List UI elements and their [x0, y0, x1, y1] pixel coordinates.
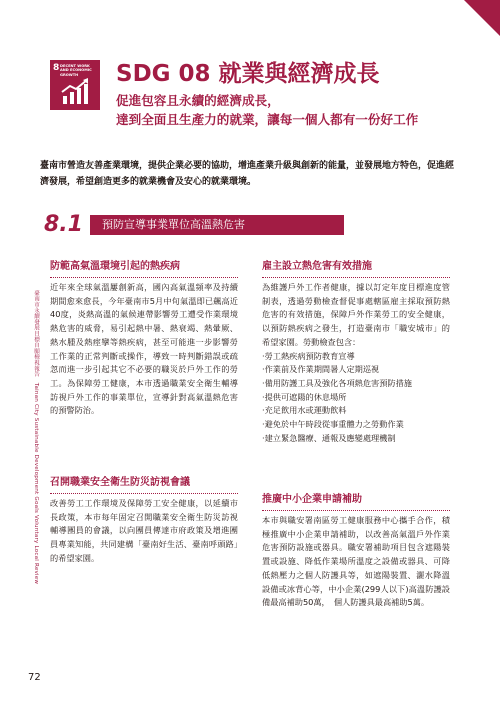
list-item: ‧建立緊急醫療、通報及應變處理機制	[262, 432, 396, 443]
sdg-subtitle-line-2: 達到全面且生產力的就業，讓每一個人都有一份好工作	[116, 112, 419, 127]
section-title: 預防宣導事業單位高溫熱危害	[90, 215, 344, 235]
inspection-list	[262, 350, 450, 446]
list-item: ‧提供可遮陽的休息場所	[262, 391, 347, 402]
sdg-tile-number: 8	[53, 63, 60, 73]
heading-safety-meeting: 召開職業安全衛生防災訪視會議	[50, 476, 238, 494]
intro-paragraph: 臺南市營造友善產業環境，提供企業必要的協助，增進產業升級與創新的能量，並發展地方特色，促進經濟發展，希望創造更多的就業機會及安心的就業環境。	[40, 161, 455, 187]
list-item: ‧備用防護工具及強化各項熱危害預防措施	[262, 377, 412, 388]
sdg-tile-label: DECENT WORK AND ECONOMIC GROWTH	[60, 64, 92, 77]
sdg-8-tile	[50, 60, 100, 110]
paragraph-sme-subsidy: 本市與職安署南區勞工健康服務中心攜手合作，積極推廣中小企業申請補助，以改善高氣溫戶外作業危害預防設施或器具。職安署補助項目包含遮陽裝置或設施、降低作業場所溫度之設備或器具、可降低熱壓力之個人防護具等，如遮陽裝置、灑水降溫設備或冰背心等，中小企業(299人以下)高溫防護設備最高補助50萬， 個人防護具最高補助5萬。	[262, 515, 450, 608]
paragraph-heat-illness: 近年來全球氣溫屢創新高，國內高氣溫頻率及持續期間愈來愈長，今年臺南市5月中旬氣溫即已飆高近40度，炎熱高溫的氣候連帶影響勞工遭受作業環境熱危害的威脅，易引起熱中暑、熱衰竭、熱暈厥、熱水腫及熱痙攣等熱疾病，甚至可能進一步影響勞工作業的正常判斷或操作，導致一時判斷錯誤或疏忽而進一步引起其它不必要的職災於戶外工作的勞工。為保障勞工健康，本市透過職業安全衛生輔導訪視戶外工作的事業單位，宣導針對高氣溫熱危害的預警防治。	[50, 282, 238, 416]
left-column-block-2	[50, 476, 238, 566]
right-column-block-2	[262, 493, 450, 610]
sdg-subtitle-line-1: 促進包容且永續的經濟成長，	[116, 93, 280, 108]
sdg-title: SDG 08 就業與經濟成長	[116, 61, 380, 87]
heading-employer-measures: 雇主設立熱危害有效措施	[262, 260, 450, 278]
list-item: ‧勞工熱疾病預防教育宣導	[262, 350, 355, 361]
list-item: ‧作業前及作業期間暑人定期巡視	[262, 364, 380, 375]
right-column-block-1	[262, 260, 450, 445]
side-running-title: 臺南市永續發展目標自願檢視報告 Tainan City Sustainable Development Goals Voluntary Local Review	[33, 290, 39, 585]
heading-sme-subsidy: 推廣中小企業申請補助	[262, 493, 450, 511]
left-column-block-1	[50, 260, 238, 418]
section-number: 8.1	[44, 212, 83, 237]
paragraph-safety-meeting: 改善勞工工作環境及保障勞工安全健康，以延續市長政策，本市每年固定召開職業安全衛生防災訪視輔導團員的會議，以向團員傳達市府政策及增進團員專業知能，共同建構「臺南好生活、臺南呼頭路」的希望家園。	[50, 498, 238, 563]
list-item: ‧避免於中午時段從事重體力之勞動作業	[262, 419, 404, 430]
page-number: 72	[28, 672, 41, 683]
heading-heat-illness: 防範高氣溫環境引起的熱疾病	[50, 260, 238, 278]
paragraph-employer-measures: 為維護戶外工作者健康，據以訂定年度目標進度管制表，透過勞動檢查督促事處轄區雇主採取預防熱危害的有效措施，保障戶外作業勞工的安全健康，以預防熱疾病之發生，打造臺南市「職安城市」的希望家園。勞動檢查包含：	[262, 282, 450, 347]
growth-chart-icon	[60, 78, 90, 106]
list-item: ‧充足飲用水或運動飲料	[262, 405, 347, 416]
corner-decoration	[464, 0, 500, 36]
